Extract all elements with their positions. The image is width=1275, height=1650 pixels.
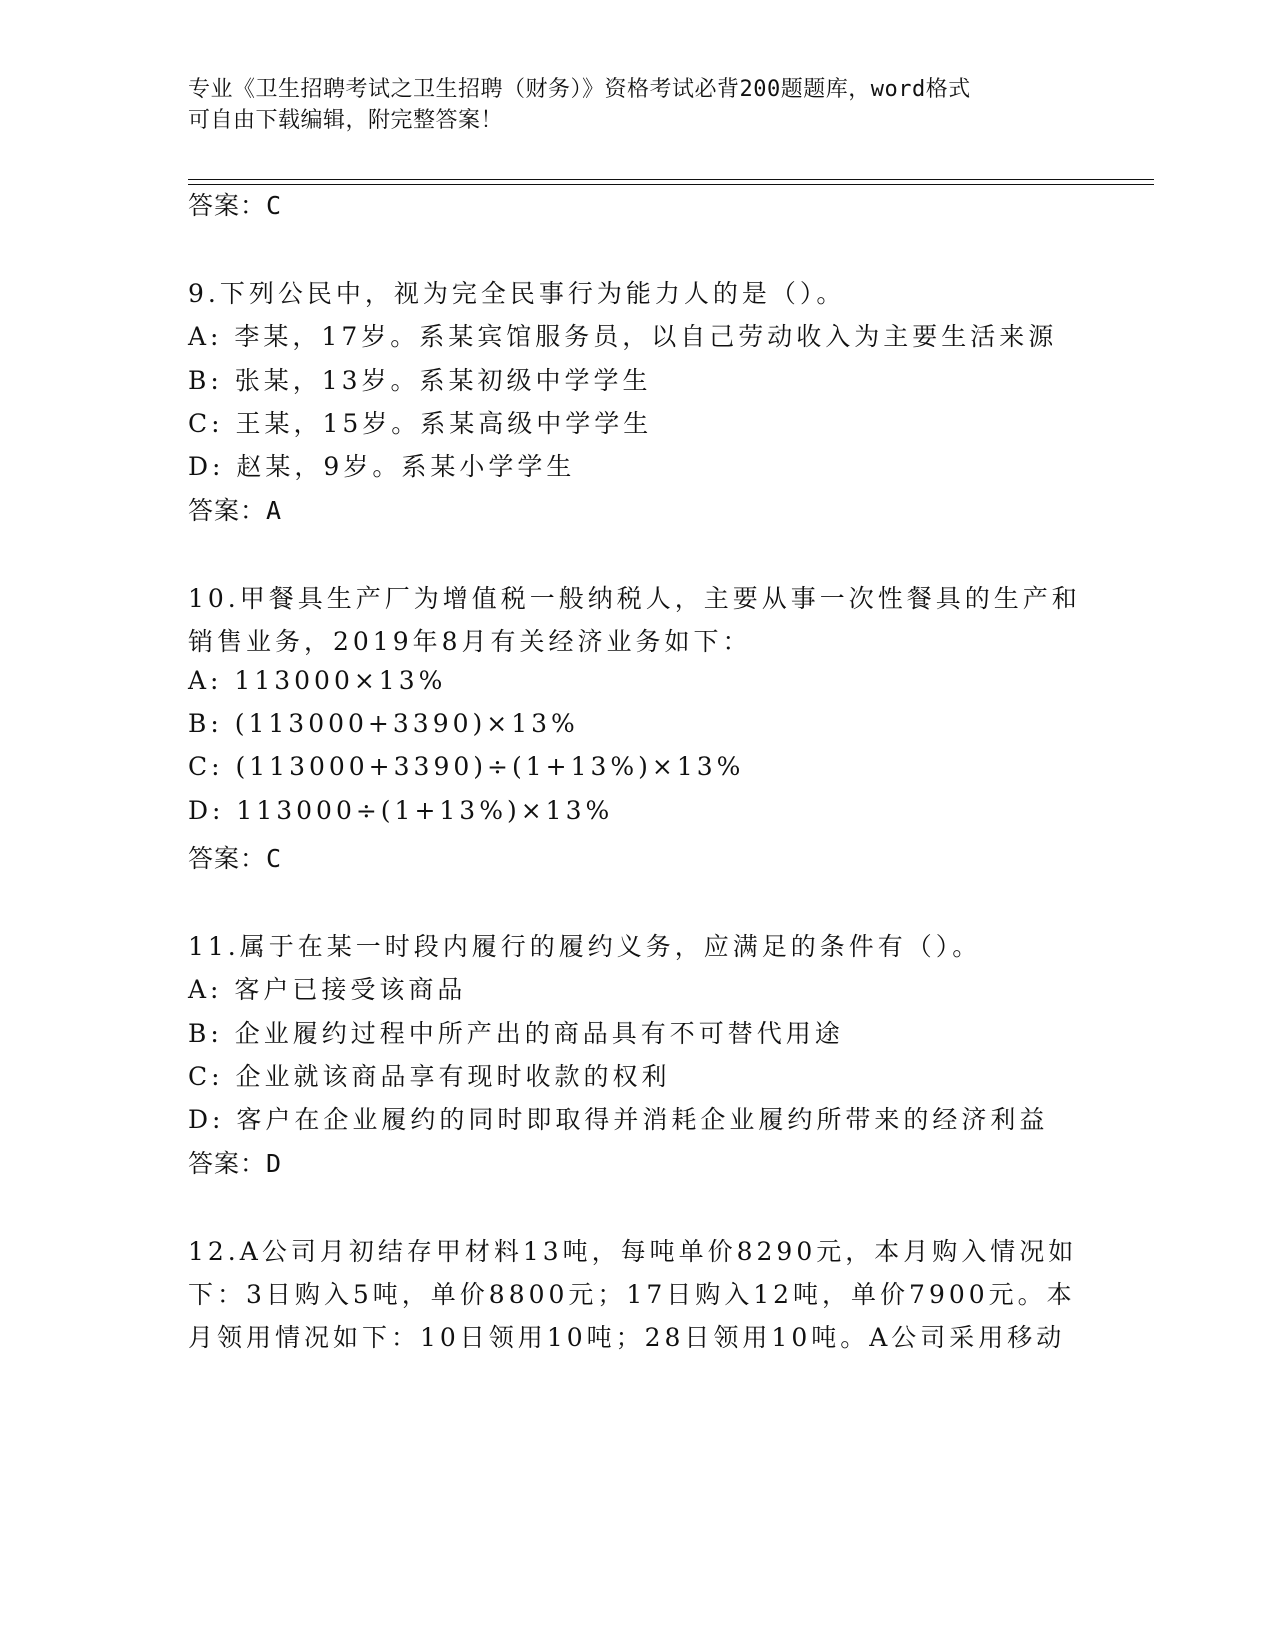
question-10-answer: 答案：C [188,844,283,873]
header-divider-top [188,179,1154,180]
question-10-option-d: D: 113000÷(1+13%)×13% [188,796,614,825]
question-10-stem-line-2: 销售业务，2019年8月有关经济业务如下： [188,627,752,656]
document-header [188,74,1068,136]
question-12-stem-line-1: 12.A公司月初结存甲材料13吨，每吨单价8290元，本月购入情况如 [188,1237,1078,1266]
previous-answer: 答案：C [188,191,283,220]
question-11-answer: 答案：D [188,1149,283,1178]
question-9-option-d: D: 赵某，9岁。系某小学学生 [188,452,576,481]
question-11-option-a: A: 客户已接受该商品 [188,975,467,1004]
question-10-option-a: A: 113000×13% [188,666,447,695]
question-10-stem-line-1: 10.甲餐具生产厂为增值税一般纳税人，主要从事一次性餐具的生产和 [188,584,1081,613]
question-9-option-a: A: 李某，17岁。系某宾馆服务员，以自己劳动收入为主要生活来源 [188,322,1058,351]
question-11-option-d: D: 客户在企业履约的同时即取得并消耗企业履约所带来的经济利益 [188,1105,1049,1134]
question-9-stem: 9.下列公民中，视为完全民事行为能力人的是（）。 [188,279,846,308]
question-11-stem: 11.属于在某一时段内履行的履约义务，应满足的条件有（）。 [188,932,982,961]
question-9-option-c: C: 王某，15岁。系某高级中学学生 [188,409,653,438]
question-12-stem-line-3: 月领用情况如下：10日领用10吨；28日领用10吨。A公司采用移动 [188,1323,1066,1352]
question-9-option-b: B: 张某，13岁。系某初级中学学生 [188,366,652,395]
question-10-option-b: B: (113000+3390)×13% [188,709,579,738]
header-line-1: 专业《卫生招聘考试之卫生招聘（财务）》资格考试必背200题题库，word格式 [188,77,971,102]
question-9-answer: 答案：A [188,496,283,525]
question-10-option-c: C: (113000+3390)÷(1+13%)×13% [188,752,745,781]
question-11-option-c: C: 企业就该商品享有现时收款的权利 [188,1062,671,1091]
question-12-stem-line-2: 下：3日购入5吨，单价8800元；17日购入12吨，单价7900元。本 [188,1280,1076,1309]
header-line-2: 可自由下载编辑，附完整答案！ [188,108,504,133]
header-divider-bottom [188,184,1154,185]
question-11-option-b: B: 企业履约过程中所产出的商品具有不可替代用途 [188,1019,844,1048]
